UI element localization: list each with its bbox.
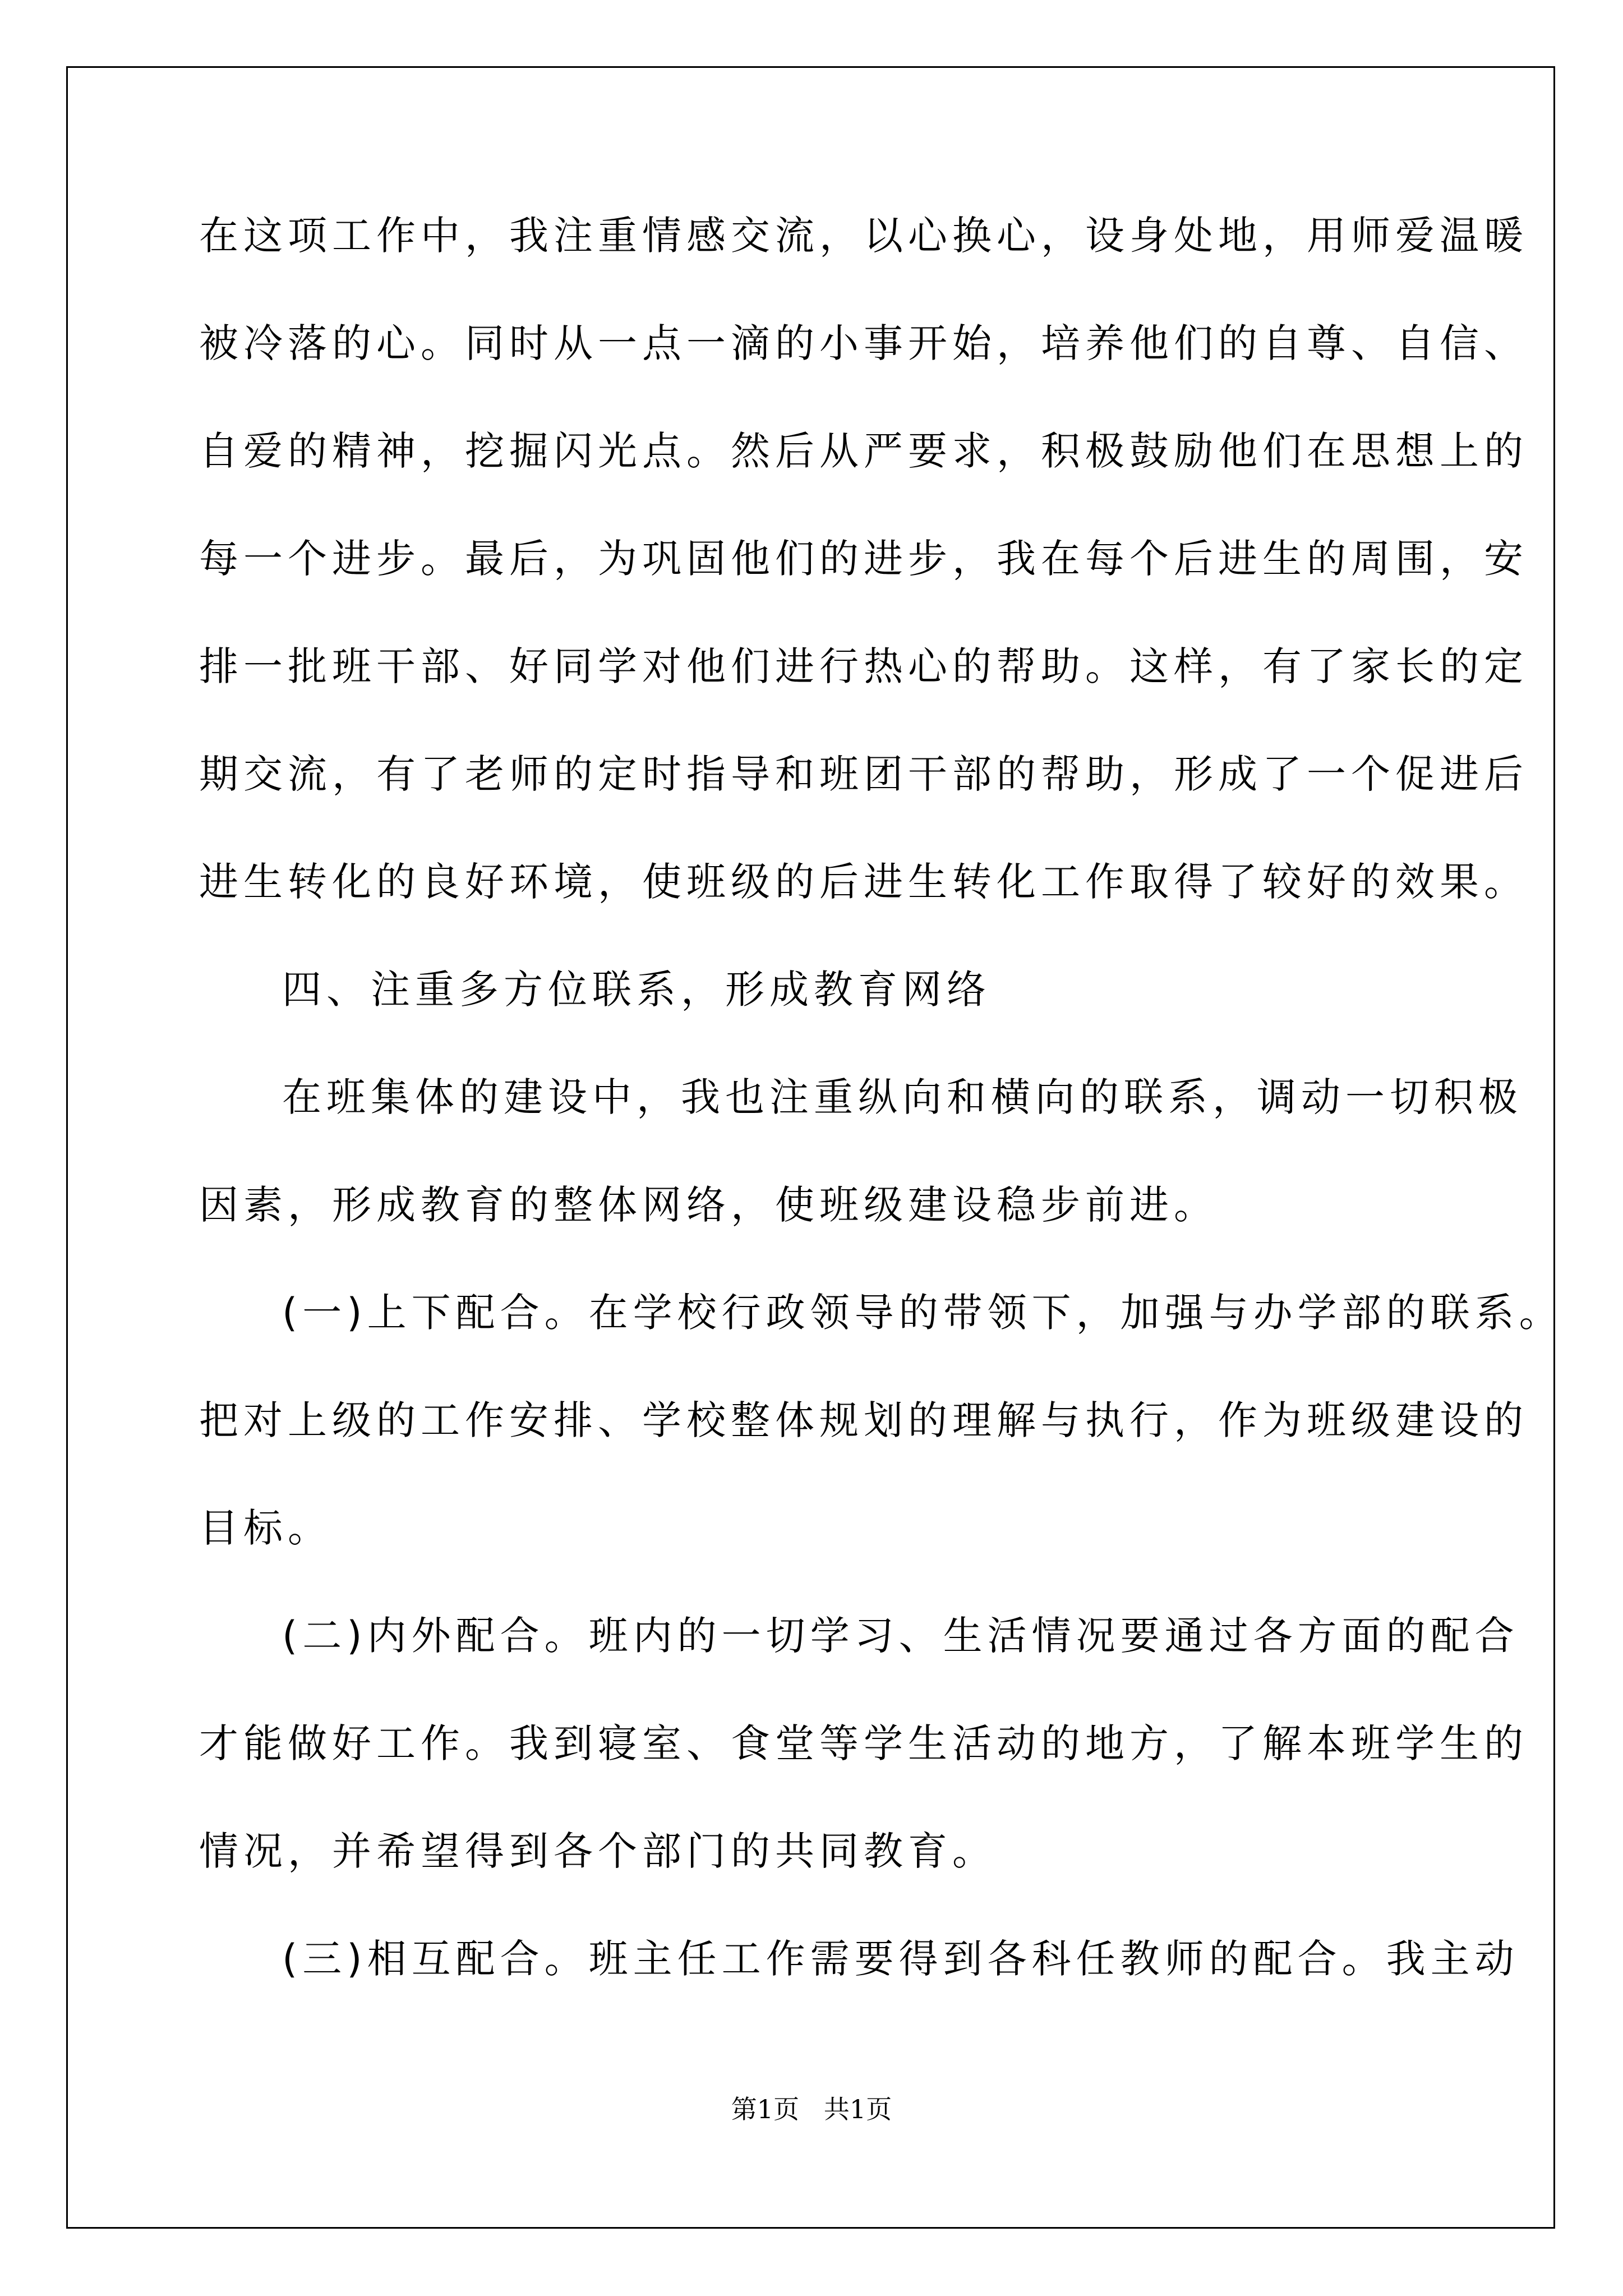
section-heading: 四、注重多方位联系，形成教育网络 xyxy=(282,967,991,1013)
text-line-9: 在班集体的建设中，我也注重纵向和横向的联系，调动一切积极 xyxy=(282,1074,1523,1120)
text-line-5: 排一批班干部、好同学对他们进行热心的帮助。这样，有了家长的定 xyxy=(199,643,1528,689)
page-border xyxy=(66,66,1555,2229)
text-line-2: 被冷落的心。同时从一点一滴的小事开始，培养他们的自尊、自信、 xyxy=(199,320,1528,366)
text-line-17: (三)相互配合。班主任工作需要得到各科任教师的配合。我主动 xyxy=(282,1936,1519,1982)
text-line-12: 把对上级的工作安排、学校整体规划的理解与执行，作为班级建设的 xyxy=(199,1397,1528,1443)
text-line-13: 目标。 xyxy=(199,1505,332,1551)
text-line-10: 因素，形成教育的整体网络，使班级建设稳步前进。 xyxy=(199,1182,1218,1228)
text-line-1: 在这项工作中，我注重情感交流，以心换心，设身处地，用师爱温暖 xyxy=(199,213,1528,259)
text-line-6: 期交流，有了老师的定时指导和班团干部的帮助，形成了一个促进后 xyxy=(199,751,1528,797)
text-line-3: 自爱的精神，挖掘闪光点。然后从严要求，积极鼓励他们在思想上的 xyxy=(199,428,1528,474)
text-line-4: 每一个进步。最后，为巩固他们的进步，我在每个后进生的周围，安 xyxy=(199,536,1528,582)
text-line-16: 情况，并希望得到各个部门的共同教育。 xyxy=(199,1828,997,1874)
text-line-14: (二)内外配合。班内的一切学习、生活情况要通过各方面的配合 xyxy=(282,1613,1519,1659)
text-line-7: 进生转化的良好环境，使班级的后进生转化工作取得了较好的效果。 xyxy=(199,859,1528,905)
text-line-15: 才能做好工作。我到寝室、食堂等学生活动的地方，了解本班学生的 xyxy=(199,1720,1528,1766)
text-line-11: (一)上下配合。在学校行政领导的带领下，加强与办学部的联系。 xyxy=(282,1290,1564,1336)
page-number-footer: 第1页 共1页 xyxy=(731,2094,892,2124)
